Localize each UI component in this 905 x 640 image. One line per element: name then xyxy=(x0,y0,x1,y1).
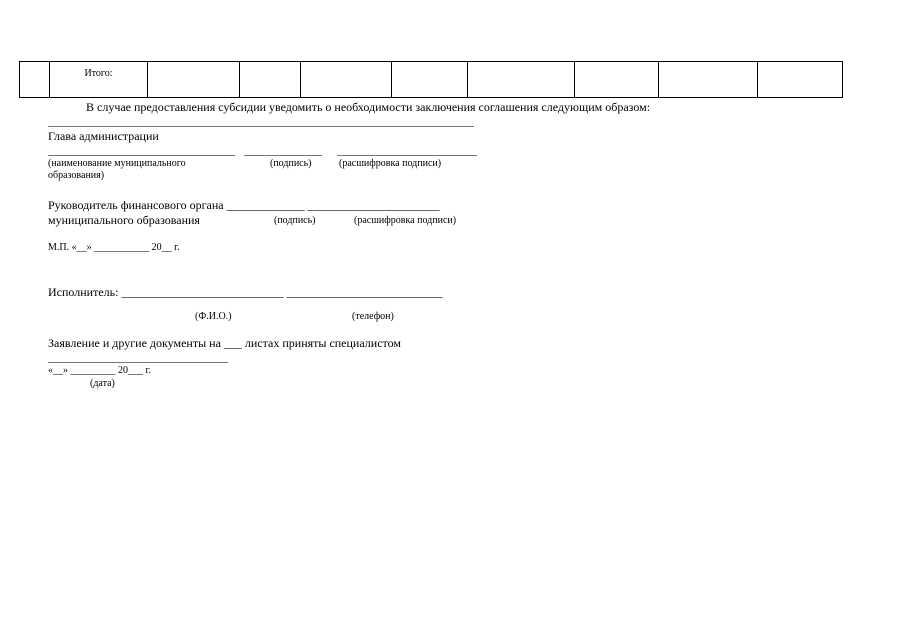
notice-text: В случае предоставления субсидии уведомить о необходимости заключения соглашения следующим образом: xyxy=(86,100,651,114)
caption-signature: (подпись) xyxy=(270,158,312,169)
finance-line-2: муниципального образования xyxy=(48,213,200,227)
table-cell xyxy=(659,62,758,98)
caption-date: (дата) xyxy=(90,378,115,389)
finance-line: Руководитель финансового органа _____________ ______________________ xyxy=(48,198,440,212)
decoding-line xyxy=(337,155,477,156)
head-title: Глава администрации xyxy=(48,129,159,143)
caption-decoding: (расшифровка подписи) xyxy=(339,158,442,169)
totals-table xyxy=(19,61,843,98)
table-cell xyxy=(240,62,301,98)
table-cell xyxy=(392,62,468,98)
caption-phone: (телефон) xyxy=(352,311,394,322)
name-line xyxy=(48,155,235,156)
totals-row xyxy=(20,62,843,98)
signature-line xyxy=(244,155,322,156)
table-cell xyxy=(758,62,843,98)
finance-caption-signature: (подпись) xyxy=(274,215,316,226)
divider-line xyxy=(48,126,474,127)
table-cell xyxy=(20,62,50,98)
table-cell xyxy=(148,62,240,98)
caption-name: (наименование муниципального xyxy=(48,158,186,169)
specialist-line xyxy=(48,362,228,363)
acceptance-date-line: «__» _________ 20___ г. xyxy=(48,365,151,376)
finance-caption-decoding: (расшифровка подписи) xyxy=(354,215,457,226)
executor-line: Исполнитель: ___________________________ __________________________ xyxy=(48,285,443,299)
caption-name-cont: образования) xyxy=(48,170,105,181)
acceptance-line: Заявление и другие документы на ___ листах приняты специалистом xyxy=(48,336,401,350)
table-cell xyxy=(575,62,659,98)
stamp-date-line: М.П. «__» ___________ 20__ г. xyxy=(48,242,180,253)
caption-fio: (Ф.И.О.) xyxy=(195,311,232,322)
total-label: Итого: xyxy=(50,62,148,98)
table-cell xyxy=(468,62,575,98)
table-cell xyxy=(301,62,392,98)
